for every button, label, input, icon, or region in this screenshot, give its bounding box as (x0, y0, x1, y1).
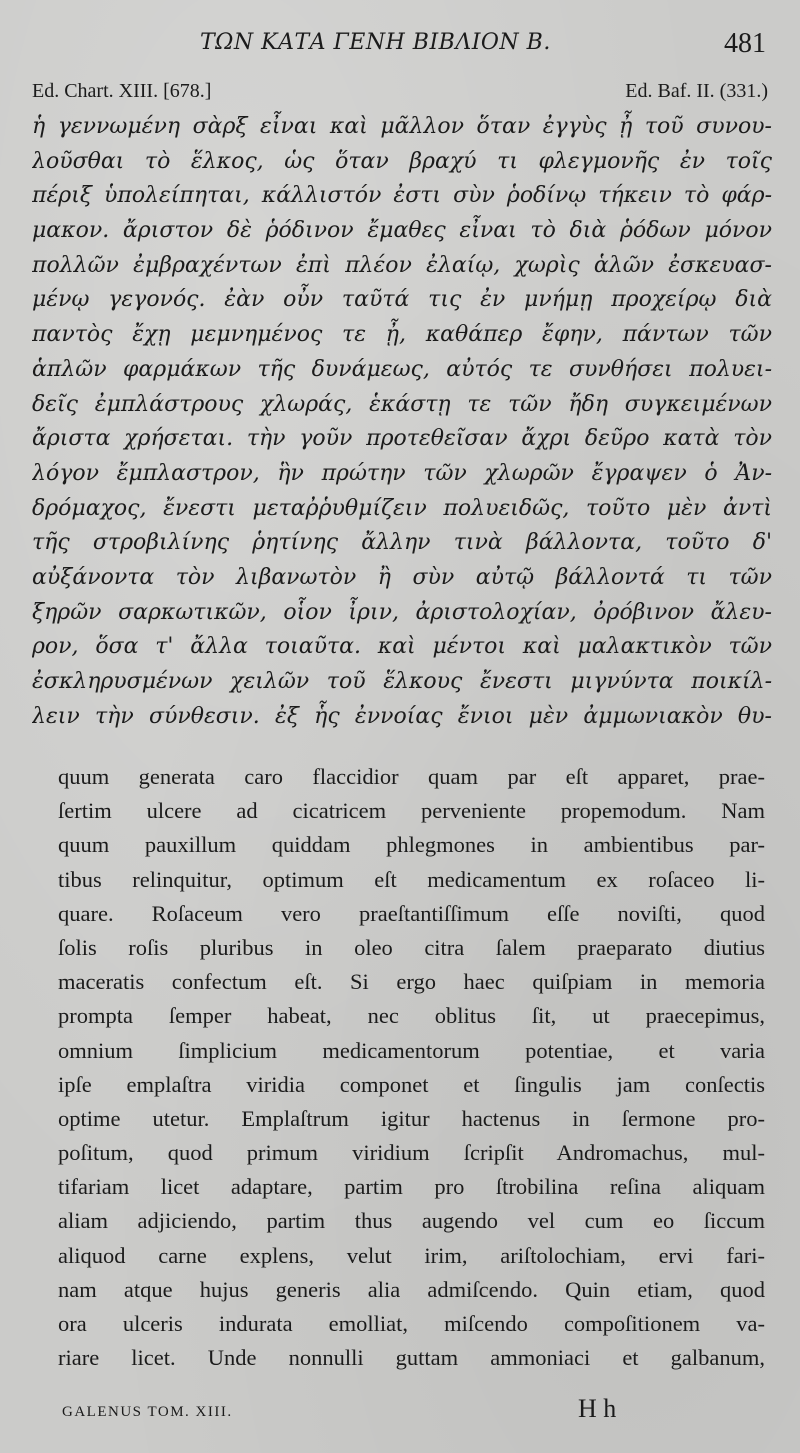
greek-line: δρόμαχος, ἔνεστι μεταῤῥυθμίζειν πολυειδῶς, τοῦτο μὲν ἀντὶ (32, 495, 772, 521)
greek-line: λόγον ἔμπλαστρον, ἣν πρώτην τῶν χλωρῶν ἔγραψεν ὁ Ἀν- (32, 460, 772, 486)
greek-line: ξηρῶν σαρκωτικῶν, οἷον ἶριν, ἀριστολοχίαν, ὀρόβινον ἄλευ- (32, 599, 772, 625)
page-number: 481 (724, 28, 766, 59)
greek-text-block (32, 110, 772, 734)
greek-line: ἁπλῶν φαρμάκων τῆς δυνάμεως, αὐτός τε συνθήσει πολυει- (32, 356, 772, 382)
edition-basel-reference: Ed. Baf. II. (331.) (625, 80, 768, 102)
running-title: ΤΩΝ ΚΑΤΑ ΓΕΝΗ ΒΙΒΛΙΟΝ Β. (200, 30, 551, 55)
greek-line: ἡ γεννωμένη σὰρξ εἶναι καὶ μᾶλλον ὅταν ἐγγὺς ᾖ τοῦ συνου- (32, 114, 772, 139)
greek-line: τῆς στροβιλίνης ῥητίνης ἄλλην τινὰ βάλλοντα, τοῦτο δ' (32, 530, 772, 556)
gathering-signature-mark: H h (578, 1394, 617, 1423)
edition-reference-line (32, 80, 768, 108)
latin-line: poſitum, quod primum viridium ſcripſit Andromachus, mul- (58, 1140, 765, 1166)
latin-line: riare licet. Unde nonnulli guttam ammoniaci et galbanum, (58, 1345, 765, 1371)
latin-line: ſertim ulcere ad cicatricem perveniente propemodum. Nam (58, 798, 765, 824)
latin-line: quare. Roſaceum vero praeſtantiſſimum eſſe noviſti, quod (58, 900, 765, 926)
latin-line: aliam adjiciendo, partim thus augendo vel cum eo ſiccum (58, 1208, 765, 1234)
greek-line: ἐσκληρυσμένων χειλῶν τοῦ ἕλκους ἔνεστι μιγνύντα ποικίλ- (32, 669, 772, 694)
edition-chart-reference: Ed. Chart. XIII. [678.] (32, 80, 212, 102)
latin-line: quum pauxillum quiddam phlegmones in ambientibus par- (58, 832, 765, 858)
greek-line: δεῖς ἐμπλάστρους χλωράς, ἑκάστῃ τε τῶν ἤδη συγκειμένων (32, 391, 772, 417)
latin-line: ora ulceris indurata emolliat, miſcendo compoſitionem va- (58, 1311, 765, 1336)
latin-line: maceratis confectum eſt. Si ergo haec quiſpiam in memoria (58, 969, 765, 995)
greek-line: παντὸς ἔχῃ μεμνημένος τε ᾖ, καθάπερ ἔφην, πάντων τῶν (32, 322, 772, 348)
greek-line: ρον, ὅσα τ' ἄλλα τοιαῦτα. καὶ μέντοι καὶ μαλακτικὸν τῶν (32, 634, 772, 660)
latin-line: nam atque hujus generis alia admiſcendo. Quin etiam, quod (58, 1276, 765, 1302)
latin-text-block (58, 760, 765, 1375)
latin-line: tifariam licet adaptare, partim pro ſtrobilina reſina aliquam (58, 1174, 765, 1200)
latin-line: prompta ſemper habeat, nec oblitus ſit, ut praecepimus, (58, 1003, 765, 1029)
latin-line: tibus relinquitur, optimum eſt medicamentum ex roſaceo li- (58, 866, 765, 892)
latin-line: aliquod carne explens, velut irim, ariſtolochiam, ervi fari- (58, 1242, 765, 1268)
page-footer (0, 1394, 800, 1434)
latin-line: optime utetur. Emplaſtrum igitur hactenus in ſermone pro- (58, 1105, 765, 1131)
latin-line: ipſe emplaſtra viridia componet et ſingulis jam conſectis (58, 1071, 765, 1097)
greek-line: λειν τὴν σύνθεσιν. ἐξ ἧς ἐννοίας ἔνιοι μὲν ἀμμωνιακὸν θυ- (32, 703, 772, 729)
greek-line: πέριξ ὑπολείπηται, κάλλιστόν ἐστι σὺν ῥοδίνῳ τήκειν τὸ φάρ- (32, 183, 772, 209)
latin-line: ſolis roſis pluribus in oleo citra ſalem praeparato diutius (58, 934, 765, 960)
latin-line: quum generata caro flaccidior quam par eſt apparet, prae- (58, 764, 765, 789)
running-head (0, 22, 800, 62)
volume-signature: GALENUS TOM. XIII. (62, 1404, 233, 1420)
greek-line: μακον. ἄριστον δὲ ῥόδινον ἔμαθες εἶναι τὸ διὰ ῥόδων μόνον (32, 218, 772, 244)
greek-line: πολλῶν ἐμβραχέντων ἐπὶ πλέον ἐλαίῳ, χωρὶς ἁλῶν ἐσκευασ- (32, 252, 772, 278)
greek-line: αὐξάνοντα τὸν λιβανωτὸν ἢ σὺν αὐτῷ βάλλοντά τι τῶν (32, 564, 772, 590)
greek-line: λοῦσθαι τὸ ἕλκος, ὡς ὅταν βραχύ τι φλεγμονῆς ἐν τοῖς (32, 148, 772, 174)
greek-line: μένῳ γεγονός. ἐὰν οὖν ταῦτά τις ἐν μνήμῃ προχείρῳ διὰ (32, 287, 772, 313)
latin-line: omnium ſimplicium medicamentorum potentiae, et varia (58, 1037, 765, 1063)
greek-line: ἄριστα χρήσεται. τὴν γοῦν προτεθεῖσαν ἄχρι δεῦρο κατὰ τὸν (32, 426, 772, 452)
